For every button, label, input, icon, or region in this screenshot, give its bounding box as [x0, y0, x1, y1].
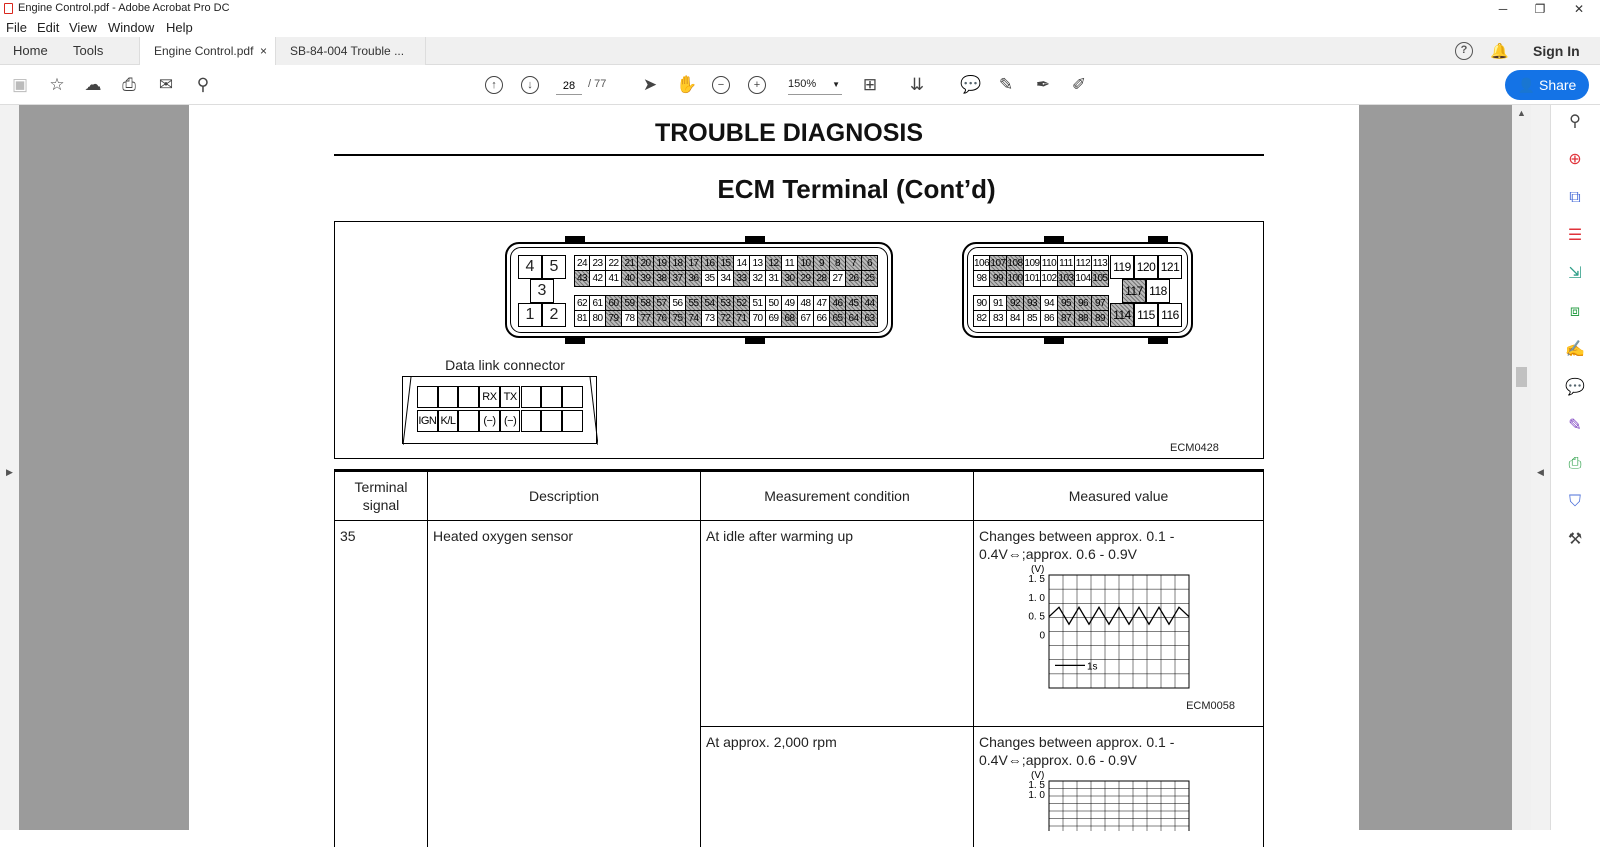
- pin-105: 105: [1092, 271, 1109, 287]
- pin-104: 104: [1075, 271, 1092, 287]
- dlc-pin: IGN: [417, 410, 438, 432]
- pin-72: 72: [718, 311, 734, 327]
- pin-5: 5: [542, 255, 566, 279]
- compress-icon[interactable]: ⧈: [1569, 303, 1581, 320]
- pin-87: 87: [1058, 311, 1075, 327]
- pin-78: 78: [622, 311, 638, 327]
- pin-64: 64: [846, 311, 862, 327]
- acrobat-icon: [4, 3, 13, 14]
- pin-102: 102: [1041, 271, 1058, 287]
- connector-latch: [1148, 236, 1168, 244]
- pin-22: 22: [606, 255, 622, 271]
- sign-icon[interactable]: ✒: [1035, 75, 1051, 94]
- print-production-icon[interactable]: ⎙: [1568, 455, 1582, 472]
- pin-36: 36: [686, 271, 702, 287]
- pin-83: 83: [990, 311, 1007, 327]
- data-link-connector: [402, 376, 597, 444]
- tab-engine-control[interactable]: [139, 37, 276, 65]
- left-panel-toggle[interactable]: [0, 105, 19, 830]
- pin-90: 90: [973, 295, 990, 311]
- page-number-input[interactable]: [556, 77, 582, 95]
- pin-69: 69: [766, 311, 782, 327]
- value-cell: [974, 521, 1264, 727]
- pin-121: 121: [1158, 255, 1182, 279]
- pin-99: 99: [990, 271, 1007, 287]
- pin-40: 40: [622, 271, 638, 287]
- pin-57: 57: [654, 295, 670, 311]
- pin-119: 119: [1110, 255, 1134, 279]
- request-signature-icon[interactable]: ✎: [1568, 417, 1582, 434]
- more-tools-icon[interactable]: ⚒: [1567, 531, 1583, 548]
- pin-71: 71: [734, 311, 750, 327]
- vertical-scrollbar[interactable]: [1512, 105, 1531, 830]
- pin-50: 50: [766, 295, 782, 311]
- pin-18: 18: [670, 255, 686, 271]
- pin-98: 98: [973, 271, 990, 287]
- pin-12: 12: [766, 255, 782, 271]
- pin-6: 6: [862, 255, 878, 271]
- dlc-pin-grid: [417, 386, 583, 434]
- scroll-thumb[interactable]: [1516, 367, 1527, 387]
- chart-ytick-label: 1. 0: [1028, 592, 1045, 604]
- ecm-big-pins-right: [1110, 255, 1183, 327]
- select-cursor-icon[interactable]: ➤: [642, 75, 658, 94]
- bell-icon[interactable]: 🔔: [1490, 43, 1509, 60]
- chart-time-label: 1s: [1087, 661, 1098, 673]
- pin-39: 39: [638, 271, 654, 287]
- search-zoom-icon[interactable]: ⚲: [196, 75, 210, 94]
- dlc-pin: K/L: [438, 410, 459, 432]
- right-tools-panel: [1550, 105, 1600, 830]
- pin-45: 45: [846, 295, 862, 311]
- dlc-pin: [562, 410, 583, 432]
- pin-33: 33: [734, 271, 750, 287]
- hand-tool-icon[interactable]: ✋: [676, 75, 698, 94]
- minimize-button[interactable]: ─: [1498, 2, 1508, 16]
- condition-cell: At idle after warming up: [701, 521, 974, 727]
- chevron-down-icon: ▼: [832, 80, 840, 89]
- chart-ytick-label: 1. 5: [1028, 780, 1045, 791]
- tab-sb-84-004[interactable]: SB-84-004 Trouble ...: [276, 37, 426, 65]
- connector-latch: [1044, 236, 1064, 244]
- pin-93: 93: [1024, 295, 1041, 311]
- dlc-pin: (−): [500, 410, 521, 432]
- connector-latch: [565, 236, 585, 244]
- pin-86: 86: [1041, 311, 1058, 327]
- upload-cloud-icon[interactable]: ☁: [84, 75, 102, 94]
- pin-68: 68: [782, 311, 798, 327]
- pin-113: 113: [1092, 255, 1109, 271]
- pin-47: 47: [814, 295, 830, 311]
- pin-94: 94: [1041, 295, 1058, 311]
- pin-38: 38: [654, 271, 670, 287]
- table-row: [335, 521, 1264, 727]
- dlc-pin: [521, 386, 542, 408]
- tab-engine-control-label: Engine Control.pdf: [154, 44, 254, 58]
- menu-view[interactable]: View: [69, 20, 97, 35]
- pdf-page: [189, 105, 1359, 830]
- pin-100: 100: [1007, 271, 1024, 287]
- organize-pages-icon[interactable]: ☰: [1567, 227, 1583, 244]
- pin-15: 15: [718, 255, 734, 271]
- restore-button[interactable]: ❐: [1534, 2, 1546, 16]
- page-title: TROUBLE DIAGNOSIS: [654, 119, 924, 147]
- pin-116: 116: [1158, 303, 1182, 327]
- col-description: Description: [428, 471, 701, 521]
- pin-52: 52: [734, 295, 750, 311]
- pin-103: 103: [1058, 271, 1075, 287]
- pin-81: 81: [574, 311, 590, 327]
- pin-43: 43: [574, 271, 590, 287]
- pin-88: 88: [1075, 311, 1092, 327]
- pin-84: 84: [1007, 311, 1024, 327]
- pin-10: 10: [798, 255, 814, 271]
- page-display-icon[interactable]: ⊞: [862, 75, 878, 94]
- connector-latch: [1044, 336, 1064, 344]
- page-total: / 77: [588, 78, 607, 90]
- pin-114: 114: [1110, 303, 1134, 327]
- pin-76: 76: [654, 311, 670, 327]
- pin-53: 53: [718, 295, 734, 311]
- dlc-pin: [541, 386, 562, 408]
- menu-bar: [0, 18, 1600, 37]
- pin-97: 97: [1092, 295, 1109, 311]
- title-rule: [334, 154, 1264, 156]
- pin-42: 42: [590, 271, 606, 287]
- pin-74: 74: [686, 311, 702, 327]
- pin-35: 35: [702, 271, 718, 287]
- pin-30: 30: [782, 271, 798, 287]
- pin-27: 27: [830, 271, 846, 287]
- pin-106: 106: [973, 255, 990, 271]
- connector-latch: [745, 236, 765, 244]
- prev-page-icon[interactable]: ↑: [485, 76, 503, 94]
- dlc-pin: [521, 410, 542, 432]
- ecm-pin-grid-right: [973, 255, 1112, 327]
- protect-icon[interactable]: ⛉: [1568, 493, 1581, 510]
- connector-latch: [1148, 336, 1168, 344]
- dlc-pin: [458, 386, 479, 408]
- chart-ytick-label: 1. 5: [1028, 574, 1045, 585]
- comment-icon[interactable]: 💬: [960, 75, 982, 94]
- pin-70: 70: [750, 311, 766, 327]
- menu-window[interactable]: Window: [108, 20, 155, 35]
- menu-edit[interactable]: Edit: [37, 20, 60, 35]
- pin-4: 4: [518, 255, 542, 279]
- page-subtitle: ECM Terminal (Cont’d): [717, 174, 996, 204]
- pin-112: 112: [1075, 255, 1092, 271]
- tab-close-icon[interactable]: ×: [259, 44, 267, 58]
- pin-46: 46: [830, 295, 846, 311]
- ecm-connector-left: [505, 242, 893, 338]
- tab-home[interactable]: Home: [13, 43, 48, 58]
- sign-in-link[interactable]: Sign In: [1533, 43, 1580, 59]
- create-pdf-icon[interactable]: ⊕: [1568, 151, 1582, 168]
- pin-44: 44: [862, 295, 878, 311]
- zoom-value: 150%: [788, 78, 817, 90]
- toolbar: [0, 65, 1600, 105]
- edit-pdf-icon[interactable]: ✐: [1071, 75, 1087, 94]
- pin-117: 117: [1122, 279, 1146, 303]
- value-text: Changes between approx. 0.1 - 0.4V⇔;approx. 0.6 - 0.9V: [979, 528, 1175, 562]
- pin-92: 92: [1007, 295, 1024, 311]
- tab-tools[interactable]: Tools: [73, 43, 104, 58]
- zoom-out-icon[interactable]: −: [712, 76, 730, 94]
- data-link-label: Data link connector: [445, 357, 565, 373]
- pin-51: 51: [750, 295, 766, 311]
- pin-9: 9: [814, 255, 830, 271]
- tab-bar: [0, 37, 1600, 65]
- pin-49: 49: [782, 295, 798, 311]
- connector-latch: [745, 336, 765, 344]
- pin-73: 73: [702, 311, 718, 327]
- pin-101: 101: [1024, 271, 1041, 287]
- zoom-tool-icon[interactable]: ⚲: [1569, 113, 1581, 130]
- pin-17: 17: [686, 255, 702, 271]
- pin-24: 24: [574, 255, 590, 271]
- help-icon[interactable]: ?: [1455, 42, 1473, 60]
- pin-41: 41: [606, 271, 622, 287]
- pin-2: 2: [542, 303, 566, 327]
- bookmark-star-icon[interactable]: ☆: [49, 75, 65, 94]
- menu-help[interactable]: Help: [166, 20, 193, 35]
- pin-37: 37: [670, 271, 686, 287]
- pin-111: 111: [1058, 255, 1075, 271]
- pin-31: 31: [766, 271, 782, 287]
- value-cell: [974, 727, 1264, 847]
- chart-ylabel: (V): [1031, 771, 1045, 781]
- title-bar: [0, 0, 1600, 18]
- pin-60: 60: [606, 295, 622, 311]
- zoom-in-icon[interactable]: +: [748, 76, 766, 94]
- pin-7: 7: [846, 255, 862, 271]
- pin-80: 80: [590, 311, 606, 327]
- pin-66: 66: [814, 311, 830, 327]
- chart-figure-id: ECM0058: [1186, 700, 1235, 712]
- pin-11: 11: [782, 255, 798, 271]
- pin-14: 14: [734, 255, 750, 271]
- fill-sign-icon[interactable]: ✍: [1565, 341, 1585, 358]
- col-measurement-condition: Measurement condition: [701, 471, 974, 521]
- pin-63: 63: [862, 311, 878, 327]
- scroll-up-icon[interactable]: ▲: [1517, 108, 1526, 118]
- connector-diagram: [334, 221, 1264, 459]
- pin-95: 95: [1058, 295, 1075, 311]
- pin-115: 115: [1134, 303, 1158, 327]
- collapse-right-icon: ◀: [1537, 467, 1544, 477]
- pin-21: 21: [622, 255, 638, 271]
- pin-59: 59: [622, 295, 638, 311]
- pin-107: 107: [990, 255, 1007, 271]
- export-pdf-icon[interactable]: ⇲: [1568, 265, 1582, 282]
- pin-77: 77: [638, 311, 654, 327]
- menu-file[interactable]: File: [6, 20, 27, 35]
- ecm-pin-grid-left: [574, 255, 879, 327]
- close-window-button[interactable]: ✕: [1573, 2, 1585, 16]
- pin-29: 29: [798, 271, 814, 287]
- pin-25: 25: [862, 271, 878, 287]
- share-button[interactable]: [1505, 70, 1589, 100]
- connector-latch: [565, 336, 585, 344]
- pin-61: 61: [590, 295, 606, 311]
- description-cell: Heated oxygen sensor: [428, 521, 701, 847]
- pin-82: 82: [973, 311, 990, 327]
- pin-110: 110: [1041, 255, 1058, 271]
- terminal-cell: 35: [335, 521, 428, 847]
- chart-ytick-label: 1. 0: [1028, 790, 1045, 801]
- pin-48: 48: [798, 295, 814, 311]
- pin-96: 96: [1075, 295, 1092, 311]
- pin-19: 19: [654, 255, 670, 271]
- scroll-mode-icon[interactable]: ⇊: [909, 75, 925, 94]
- email-icon[interactable]: ✉: [158, 75, 174, 94]
- pin-120: 120: [1134, 255, 1158, 279]
- pin-89: 89: [1092, 311, 1109, 327]
- combine-files-icon[interactable]: ⧉: [1569, 189, 1581, 206]
- pin-8: 8: [830, 255, 846, 271]
- pin-13: 13: [750, 255, 766, 271]
- pin-26: 26: [846, 271, 862, 287]
- chart-ytick-label: 0: [1039, 630, 1045, 642]
- dlc-pin: [438, 386, 459, 408]
- right-panel-toggle[interactable]: [1531, 105, 1550, 830]
- highlight-pen-icon[interactable]: ✎: [998, 75, 1014, 94]
- ecm-connector-right: [962, 242, 1193, 338]
- ecm-terminal-table: [334, 469, 1264, 847]
- pin-54: 54: [702, 295, 718, 311]
- save-icon[interactable]: ▣: [11, 75, 29, 94]
- pin-91: 91: [990, 295, 1007, 311]
- pin-109: 109: [1024, 255, 1041, 271]
- col-measured-value: Measured value: [974, 471, 1264, 521]
- window-title: Engine Control.pdf - Adobe Acrobat Pro DC: [18, 2, 230, 14]
- value-text: Changes between approx. 0.1 - 0.4V⇔;approx. 0.6 - 0.9V: [979, 734, 1175, 768]
- col-terminal-signal: Terminal signal: [335, 471, 428, 521]
- pin-85: 85: [1024, 311, 1041, 327]
- dlc-pin: [417, 386, 438, 408]
- pin-62: 62: [574, 295, 590, 311]
- pin-1: 1: [518, 303, 542, 327]
- chart-ylabel: (V): [1031, 565, 1045, 575]
- share-icon: 👤: [1517, 77, 1536, 93]
- condition-cell: At approx. 2,000 rpm: [701, 727, 974, 847]
- pin-118: 118: [1146, 279, 1170, 303]
- zoom-select[interactable]: [788, 78, 842, 95]
- pin-56: 56: [670, 295, 686, 311]
- pin-34: 34: [718, 271, 734, 287]
- dlc-pin: TX: [500, 386, 521, 408]
- pin-32: 32: [750, 271, 766, 287]
- pin-58: 58: [638, 295, 654, 311]
- pin-67: 67: [798, 311, 814, 327]
- dlc-pin: [458, 410, 479, 432]
- pin-75: 75: [670, 311, 686, 327]
- expand-left-icon: ▶: [6, 467, 13, 477]
- pin-28: 28: [814, 271, 830, 287]
- dlc-pin: (−): [479, 410, 500, 432]
- print-icon[interactable]: ⎙: [122, 75, 136, 94]
- figure-id: ECM0428: [1170, 442, 1219, 454]
- chart-ytick-label: 0. 5: [1028, 611, 1045, 623]
- pin-16: 16: [702, 255, 718, 271]
- comment-tool-icon[interactable]: 💬: [1565, 379, 1585, 396]
- voltage-chart-idle: [1013, 565, 1213, 690]
- pin-20: 20: [638, 255, 654, 271]
- share-label: Share: [1538, 77, 1577, 93]
- pin-65: 65: [830, 311, 846, 327]
- pin-55: 55: [686, 295, 702, 311]
- pin-23: 23: [590, 255, 606, 271]
- dlc-pin: [541, 410, 562, 432]
- dlc-pin: RX: [479, 386, 500, 408]
- pin-3: 3: [530, 279, 554, 303]
- dlc-pin: [562, 386, 583, 408]
- pin-108: 108: [1007, 255, 1024, 271]
- next-page-icon[interactable]: ↓: [521, 76, 539, 94]
- voltage-chart-2000rpm: [1013, 771, 1213, 831]
- pin-79: 79: [606, 311, 622, 327]
